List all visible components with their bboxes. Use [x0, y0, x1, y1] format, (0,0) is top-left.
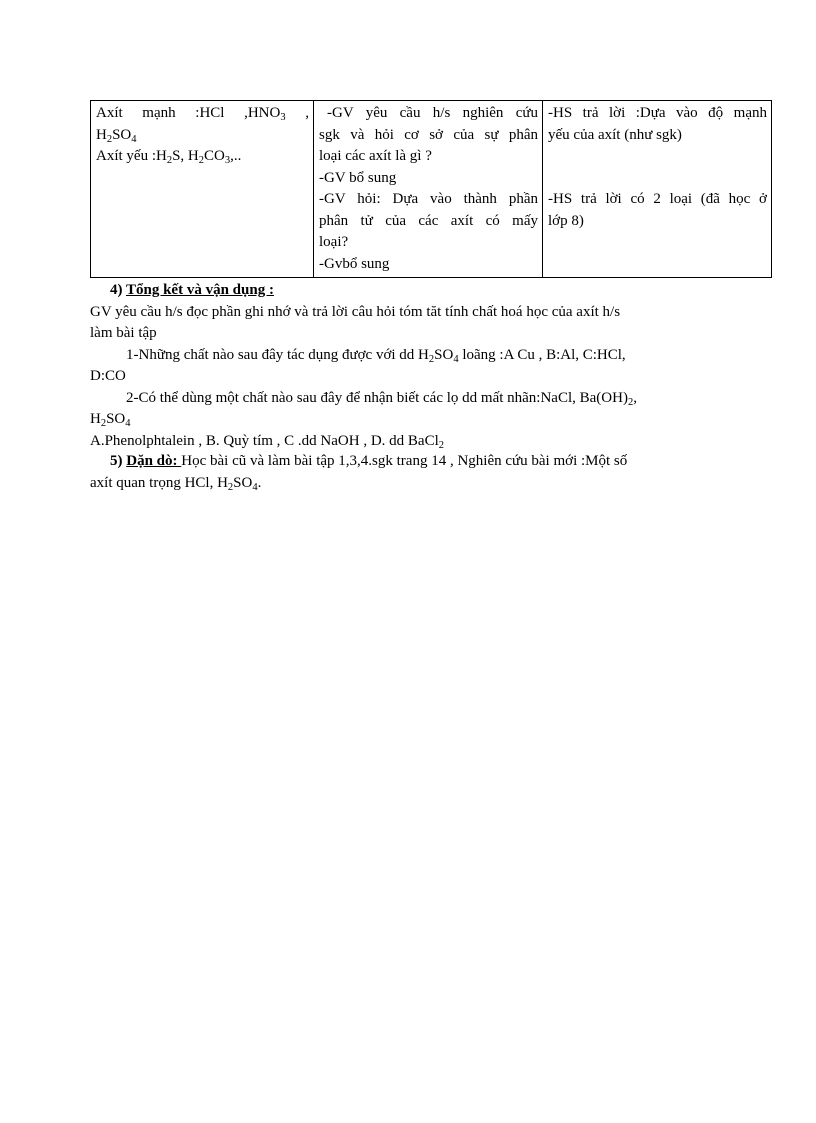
cell-line: $H_2SO_4$	[96, 126, 137, 145]
question-2: 2-Có thể dùng một chất nào sau đây để nhận biết các lọ dd mất nhãn:NaCl, $Ba(OH)_2$,	[126, 389, 637, 408]
cell-line: sgk và hỏi cơ sở của sự phân	[319, 126, 538, 143]
table-cell-student	[543, 101, 772, 278]
lesson-table	[90, 100, 772, 278]
section-heading: 5) Dặn dò: Học bài cũ và làm bài tập 1,3,4.sgk trang 14 , Nghiên cứu bài mới :Một số	[110, 453, 628, 469]
question-1: 1-Những chất nào sau đây tác dụng được với dd $H_2SO_4$ loãng :A Cu , B:Al, C:HCl,	[126, 346, 626, 365]
paragraph-line: axít quan trọng HCl, $H_2SO_4$.	[90, 474, 262, 493]
paragraph-line: $H_2SO_4$	[90, 411, 131, 429]
section-4	[90, 280, 730, 452]
section-heading: 4) Tổng kết và vận dụng :	[110, 282, 274, 298]
section-5	[90, 451, 730, 494]
cell-line: -GV hỏi: Dựa vào thành phần	[319, 191, 538, 207]
cell-line: Axít mạnh :HCl $,HNO_3$ ,	[96, 105, 310, 123]
cell-line: yếu của axít (như sgk)	[548, 126, 682, 143]
cell-spacer	[548, 146, 767, 189]
paragraph-line: GV yêu cầu h/s đọc phần ghi nhớ và trả lời câu hỏi tóm tăt tính chất hoá học của axít h/s	[90, 303, 621, 320]
cell-line: loại?	[319, 234, 349, 250]
cell-line: phân tử của các axít có mấy	[319, 212, 538, 229]
cell-line: -GV bổ sung	[319, 169, 397, 186]
answer-options: A.Phenolphtalein , B. Quỳ tím , C .dd NaOH , D. dd BaCl$_2$	[90, 432, 444, 451]
cell-line: lớp 8)	[548, 212, 584, 229]
paragraph-line: làm bài tập	[90, 325, 157, 341]
table-row	[91, 101, 772, 278]
paragraph-line: D:CO	[90, 368, 126, 384]
cell-line: Axít yếu $:H_2S$, $H_2CO_3$,..	[96, 148, 242, 166]
cell-line: -HS trả lời có 2 loại (đã học ở	[548, 191, 767, 207]
cell-line: -HS trả lời :Dựa vào độ mạnh	[548, 105, 767, 121]
table-cell-teacher	[314, 101, 543, 278]
cell-line: loại các axít là gì ?	[319, 148, 432, 164]
cell-line: -Gvbổ sung	[319, 255, 390, 272]
table-cell-content	[91, 101, 314, 278]
cell-line: -GV yêu cầu h/s nghiên cứu	[327, 105, 538, 121]
